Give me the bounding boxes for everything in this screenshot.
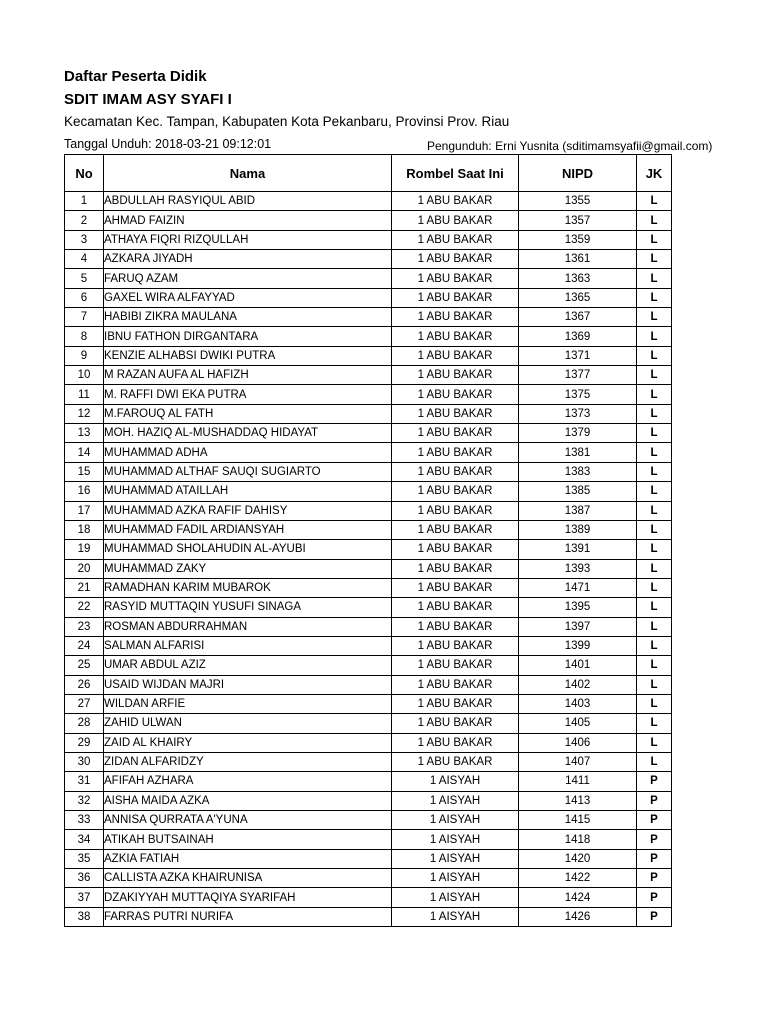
table-row	[65, 230, 672, 249]
cell-rombel: 1 ABU BAKAR	[392, 462, 519, 481]
cell-rombel: 1 AISYAH	[392, 811, 519, 830]
cell-nipd: 1397	[519, 617, 637, 636]
cell-nama: UMAR ABDUL AZIZ	[104, 656, 392, 675]
table-row	[65, 849, 672, 868]
cell-jk: L	[637, 424, 672, 443]
cell-no: 33	[65, 811, 104, 830]
cell-nama: GAXEL WIRA ALFAYYAD	[104, 288, 392, 307]
cell-no: 26	[65, 675, 104, 694]
cell-rombel: 1 ABU BAKAR	[392, 559, 519, 578]
cell-nama: DZAKIYYAH MUTTAQIYA SYARIFAH	[104, 888, 392, 907]
cell-no: 36	[65, 869, 104, 888]
cell-nama: FARUQ AZAM	[104, 269, 392, 288]
table-row	[65, 424, 672, 443]
cell-no: 12	[65, 404, 104, 423]
cell-nipd: 1402	[519, 675, 637, 694]
cell-jk: L	[637, 540, 672, 559]
cell-no: 37	[65, 888, 104, 907]
cell-rombel: 1 ABU BAKAR	[392, 656, 519, 675]
table-row	[65, 366, 672, 385]
cell-nipd: 1403	[519, 694, 637, 713]
cell-rombel: 1 AISYAH	[392, 849, 519, 868]
cell-no: 25	[65, 656, 104, 675]
cell-nama: KENZIE ALHABSI DWIKI PUTRA	[104, 346, 392, 365]
cell-nama: ZAHID ULWAN	[104, 714, 392, 733]
column-header-rombel: Rombel Saat Ini	[392, 155, 519, 192]
school-name: SDIT IMAM ASY SYAFI I	[64, 91, 232, 108]
cell-rombel: 1 ABU BAKAR	[392, 424, 519, 443]
cell-nama: SALMAN ALFARISI	[104, 636, 392, 655]
cell-rombel: 1 ABU BAKAR	[392, 714, 519, 733]
cell-nipd: 1393	[519, 559, 637, 578]
cell-rombel: 1 ABU BAKAR	[392, 250, 519, 269]
document-page	[64, 66, 713, 927]
cell-no: 29	[65, 733, 104, 752]
cell-jk: L	[637, 675, 672, 694]
cell-nipd: 1407	[519, 752, 637, 771]
cell-rombel: 1 ABU BAKAR	[392, 540, 519, 559]
cell-rombel: 1 AISYAH	[392, 888, 519, 907]
cell-nipd: 1383	[519, 462, 637, 481]
cell-nama: MUHAMMAD SHOLAHUDIN AL-AYUBI	[104, 540, 392, 559]
table-row	[65, 617, 672, 636]
table-row	[65, 404, 672, 423]
cell-nipd: 1405	[519, 714, 637, 733]
cell-jk: P	[637, 772, 672, 791]
cell-nama: RAMADHAN KARIM MUBAROK	[104, 578, 392, 597]
table-row	[65, 811, 672, 830]
table-row	[65, 308, 672, 327]
cell-jk: L	[637, 250, 672, 269]
table-row	[65, 211, 672, 230]
cell-no: 3	[65, 230, 104, 249]
cell-nipd: 1411	[519, 772, 637, 791]
cell-jk: L	[637, 211, 672, 230]
table-row	[65, 830, 672, 849]
cell-nipd: 1373	[519, 404, 637, 423]
cell-nipd: 1377	[519, 366, 637, 385]
cell-no: 18	[65, 520, 104, 539]
cell-nipd: 1418	[519, 830, 637, 849]
student-table	[64, 154, 672, 927]
cell-nipd: 1401	[519, 656, 637, 675]
cell-rombel: 1 ABU BAKAR	[392, 694, 519, 713]
table-row	[65, 559, 672, 578]
table-row	[65, 540, 672, 559]
cell-rombel: 1 ABU BAKAR	[392, 598, 519, 617]
column-header-nipd: NIPD	[519, 155, 637, 192]
cell-nama: MOH. HAZIQ AL-MUSHADDAQ HIDAYAT	[104, 424, 392, 443]
cell-nama: MUHAMMAD ADHA	[104, 443, 392, 462]
cell-no: 28	[65, 714, 104, 733]
cell-jk: L	[637, 288, 672, 307]
cell-rombel: 1 ABU BAKAR	[392, 346, 519, 365]
cell-nama: ROSMAN ABDURRAHMAN	[104, 617, 392, 636]
table-row	[65, 636, 672, 655]
cell-nama: AHMAD FAIZIN	[104, 211, 392, 230]
cell-no: 4	[65, 250, 104, 269]
table-row	[65, 269, 672, 288]
table-row	[65, 714, 672, 733]
column-header-no: No	[65, 155, 104, 192]
cell-nama: USAID WIJDAN MAJRI	[104, 675, 392, 694]
cell-jk: L	[637, 578, 672, 597]
table-body	[65, 192, 672, 927]
cell-rombel: 1 ABU BAKAR	[392, 752, 519, 771]
cell-no: 22	[65, 598, 104, 617]
cell-jk: L	[637, 385, 672, 404]
download-date: Tanggal Unduh: 2018-03-21 09:12:01	[64, 137, 272, 151]
table-row	[65, 462, 672, 481]
table-row	[65, 443, 672, 462]
document-title: Daftar Peserta Didik	[64, 68, 207, 85]
cell-jk: L	[637, 404, 672, 423]
cell-nipd: 1422	[519, 869, 637, 888]
cell-no: 9	[65, 346, 104, 365]
table-row	[65, 888, 672, 907]
cell-no: 8	[65, 327, 104, 346]
cell-no: 11	[65, 385, 104, 404]
cell-rombel: 1 ABU BAKAR	[392, 385, 519, 404]
table-row	[65, 288, 672, 307]
cell-rombel: 1 ABU BAKAR	[392, 520, 519, 539]
cell-nipd: 1389	[519, 520, 637, 539]
cell-jk: L	[637, 443, 672, 462]
table-row	[65, 772, 672, 791]
cell-nipd: 1420	[519, 849, 637, 868]
cell-nipd: 1395	[519, 598, 637, 617]
cell-no: 10	[65, 366, 104, 385]
cell-jk: L	[637, 694, 672, 713]
cell-nipd: 1387	[519, 501, 637, 520]
cell-nipd: 1359	[519, 230, 637, 249]
cell-no: 15	[65, 462, 104, 481]
cell-no: 23	[65, 617, 104, 636]
cell-nipd: 1355	[519, 192, 637, 211]
table-row	[65, 385, 672, 404]
meta-line	[64, 132, 713, 154]
cell-jk: L	[637, 366, 672, 385]
cell-rombel: 1 ABU BAKAR	[392, 269, 519, 288]
cell-nama: FARRAS PUTRI NURIFA	[104, 907, 392, 926]
cell-no: 24	[65, 636, 104, 655]
cell-jk: L	[637, 617, 672, 636]
cell-nipd: 1415	[519, 811, 637, 830]
cell-nipd: 1471	[519, 578, 637, 597]
table-row	[65, 327, 672, 346]
cell-nipd: 1413	[519, 791, 637, 810]
cell-nama: AISHA MAIDA AZKA	[104, 791, 392, 810]
cell-jk: P	[637, 791, 672, 810]
cell-jk: L	[637, 482, 672, 501]
cell-no: 31	[65, 772, 104, 791]
table-row	[65, 250, 672, 269]
cell-rombel: 1 AISYAH	[392, 907, 519, 926]
cell-rombel: 1 ABU BAKAR	[392, 327, 519, 346]
cell-nipd: 1365	[519, 288, 637, 307]
cell-rombel: 1 ABU BAKAR	[392, 404, 519, 423]
cell-no: 5	[65, 269, 104, 288]
cell-no: 2	[65, 211, 104, 230]
cell-nama: AFIFAH AZHARA	[104, 772, 392, 791]
cell-rombel: 1 ABU BAKAR	[392, 482, 519, 501]
cell-rombel: 1 AISYAH	[392, 869, 519, 888]
cell-no: 7	[65, 308, 104, 327]
table-row	[65, 192, 672, 211]
cell-jk: P	[637, 811, 672, 830]
cell-no: 27	[65, 694, 104, 713]
column-header-jk: JK	[637, 155, 672, 192]
cell-no: 17	[65, 501, 104, 520]
cell-jk: L	[637, 192, 672, 211]
cell-rombel: 1 ABU BAKAR	[392, 230, 519, 249]
cell-nama: AZKARA JIYADH	[104, 250, 392, 269]
cell-nama: M. RAFFI DWI EKA PUTRA	[104, 385, 392, 404]
cell-no: 6	[65, 288, 104, 307]
cell-jk: L	[637, 636, 672, 655]
cell-rombel: 1 AISYAH	[392, 772, 519, 791]
cell-no: 13	[65, 424, 104, 443]
cell-jk: L	[637, 346, 672, 365]
cell-nama: HABIBI ZIKRA MAULANA	[104, 308, 392, 327]
cell-jk: P	[637, 907, 672, 926]
cell-nipd: 1367	[519, 308, 637, 327]
table-row	[65, 520, 672, 539]
cell-nipd: 1406	[519, 733, 637, 752]
cell-nipd: 1369	[519, 327, 637, 346]
cell-nama: ANNISA QURRATA A'YUNA	[104, 811, 392, 830]
cell-jk: L	[637, 520, 672, 539]
cell-jk: L	[637, 559, 672, 578]
cell-nama: MUHAMMAD ZAKY	[104, 559, 392, 578]
cell-rombel: 1 ABU BAKAR	[392, 366, 519, 385]
column-header-nama: Nama	[104, 155, 392, 192]
table-row	[65, 346, 672, 365]
table-row	[65, 694, 672, 713]
cell-nama: CALLISTA AZKA KHAIRUNISA	[104, 869, 392, 888]
cell-rombel: 1 AISYAH	[392, 791, 519, 810]
cell-no: 19	[65, 540, 104, 559]
cell-jk: L	[637, 752, 672, 771]
cell-nama: MUHAMMAD ALTHAF SAUQI SUGIARTO	[104, 462, 392, 481]
table-row	[65, 578, 672, 597]
table-row	[65, 501, 672, 520]
cell-nipd: 1385	[519, 482, 637, 501]
cell-no: 20	[65, 559, 104, 578]
cell-nipd: 1363	[519, 269, 637, 288]
cell-no: 30	[65, 752, 104, 771]
table-row	[65, 907, 672, 926]
cell-nama: ZAID AL KHAIRY	[104, 733, 392, 752]
cell-no: 1	[65, 192, 104, 211]
cell-jk: P	[637, 888, 672, 907]
cell-no: 35	[65, 849, 104, 868]
cell-jk: L	[637, 269, 672, 288]
cell-nama: M.FAROUQ AL FATH	[104, 404, 392, 423]
table-row	[65, 482, 672, 501]
cell-rombel: 1 ABU BAKAR	[392, 192, 519, 211]
table-row	[65, 675, 672, 694]
cell-no: 16	[65, 482, 104, 501]
cell-nipd: 1375	[519, 385, 637, 404]
cell-rombel: 1 ABU BAKAR	[392, 578, 519, 597]
cell-rombel: 1 ABU BAKAR	[392, 733, 519, 752]
cell-nama: ZIDAN ALFARIDZY	[104, 752, 392, 771]
cell-nipd: 1426	[519, 907, 637, 926]
cell-jk: L	[637, 308, 672, 327]
cell-no: 32	[65, 791, 104, 810]
cell-nipd: 1399	[519, 636, 637, 655]
table-row	[65, 869, 672, 888]
cell-jk: L	[637, 598, 672, 617]
cell-nama: AZKIA FATIAH	[104, 849, 392, 868]
cell-no: 34	[65, 830, 104, 849]
cell-nipd: 1361	[519, 250, 637, 269]
cell-rombel: 1 ABU BAKAR	[392, 288, 519, 307]
cell-nama: IBNU FATHON DIRGANTARA	[104, 327, 392, 346]
cell-jk: P	[637, 830, 672, 849]
cell-rombel: 1 ABU BAKAR	[392, 636, 519, 655]
cell-nipd: 1424	[519, 888, 637, 907]
cell-no: 14	[65, 443, 104, 462]
cell-rombel: 1 ABU BAKAR	[392, 443, 519, 462]
cell-nipd: 1371	[519, 346, 637, 365]
cell-jk: L	[637, 733, 672, 752]
cell-jk: P	[637, 849, 672, 868]
downloader-info: Pengunduh: Erni Yusnita (sditimamsyafii@gmail.com)	[427, 139, 713, 153]
cell-rombel: 1 ABU BAKAR	[392, 617, 519, 636]
cell-nipd: 1381	[519, 443, 637, 462]
cell-rombel: 1 ABU BAKAR	[392, 501, 519, 520]
cell-no: 21	[65, 578, 104, 597]
cell-nama: ABDULLAH RASYIQUL ABID	[104, 192, 392, 211]
cell-no: 38	[65, 907, 104, 926]
table-row	[65, 656, 672, 675]
table-row	[65, 752, 672, 771]
table-row	[65, 791, 672, 810]
cell-nipd: 1357	[519, 211, 637, 230]
cell-jk: L	[637, 501, 672, 520]
table-row	[65, 733, 672, 752]
location-line: Kecamatan Kec. Tampan, Kabupaten Kota Pekanbaru, Provinsi Prov. Riau	[64, 114, 510, 129]
cell-nama: WILDAN ARFIE	[104, 694, 392, 713]
cell-nama: ATIKAH BUTSAINAH	[104, 830, 392, 849]
cell-jk: L	[637, 714, 672, 733]
cell-rombel: 1 AISYAH	[392, 830, 519, 849]
cell-nama: MUHAMMAD AZKA RAFIF DAHISY	[104, 501, 392, 520]
cell-jk: L	[637, 656, 672, 675]
cell-jk: L	[637, 462, 672, 481]
table-header-row	[65, 155, 672, 192]
cell-nipd: 1391	[519, 540, 637, 559]
cell-jk: L	[637, 327, 672, 346]
cell-jk: P	[637, 869, 672, 888]
cell-rombel: 1 ABU BAKAR	[392, 308, 519, 327]
cell-nama: MUHAMMAD ATAILLAH	[104, 482, 392, 501]
cell-nama: M RAZAN AUFA AL HAFIZH	[104, 366, 392, 385]
table-row	[65, 598, 672, 617]
cell-jk: L	[637, 230, 672, 249]
cell-nama: ATHAYA FIQRI RIZQULLAH	[104, 230, 392, 249]
cell-nama: MUHAMMAD FADIL ARDIANSYAH	[104, 520, 392, 539]
cell-rombel: 1 ABU BAKAR	[392, 211, 519, 230]
cell-nama: RASYID MUTTAQIN YUSUFI SINAGA	[104, 598, 392, 617]
cell-nipd: 1379	[519, 424, 637, 443]
cell-rombel: 1 ABU BAKAR	[392, 675, 519, 694]
